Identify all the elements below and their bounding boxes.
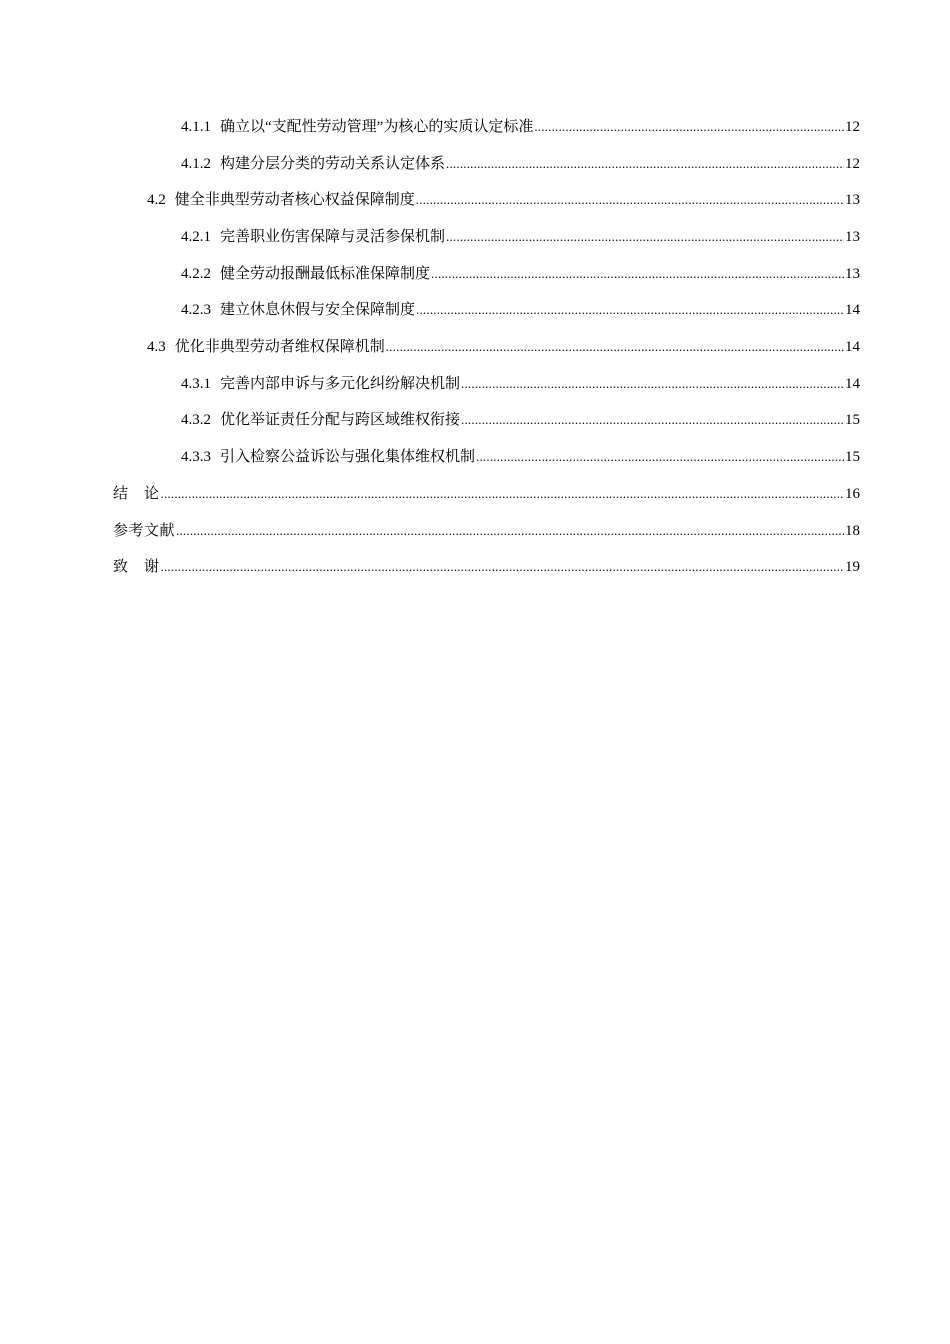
toc-leader-dots	[461, 409, 844, 431]
toc-entry-number: 4.2	[147, 192, 166, 208]
toc-leader-dots	[416, 189, 844, 211]
toc-entry-page: 13	[845, 229, 860, 245]
toc-leader-dots	[461, 373, 844, 395]
toc-entry-conclusion[interactable]	[113, 483, 860, 505]
toc-entry-page: 12	[845, 156, 860, 172]
toc-entry-page: 14	[845, 376, 860, 392]
toc-entry-number: 4.1.2	[181, 156, 211, 172]
toc-entry[interactable]	[181, 299, 860, 321]
toc-leader-dots	[446, 153, 844, 175]
toc-leader-dots	[446, 226, 844, 248]
toc-entry-title: 健全非典型劳动者核心权益保障制度	[174, 192, 415, 208]
toc-entry-title: 引入检察公益诉讼与强化集体维权机制	[220, 449, 476, 465]
toc-leader-dots	[416, 299, 844, 321]
toc-leader-dots	[161, 556, 844, 578]
toc-entry-page: 18	[845, 523, 860, 539]
toc-entry-title: 完善职业伤害保障与灵活参保机制	[220, 229, 446, 245]
toc-entry[interactable]	[181, 446, 860, 468]
toc-entry-page: 19	[845, 559, 860, 575]
toc-entry-number: 4.3.2	[181, 412, 211, 428]
toc-entry-title: 结 论	[113, 486, 160, 502]
toc-entry[interactable]	[147, 189, 860, 211]
toc-entry-page: 14	[845, 302, 860, 318]
toc-entry-number: 4.2.2	[181, 266, 211, 282]
toc-entry-title: 健全劳动报酬最低标准保障制度	[220, 266, 431, 282]
toc-entry-title: 构建分层分类的劳动关系认定体系	[220, 156, 446, 172]
toc-leader-dots	[534, 116, 844, 138]
toc-entry-title: 致 谢	[113, 559, 160, 575]
toc-entry-page: 13	[845, 192, 860, 208]
toc-entry-page: 12	[845, 119, 860, 135]
toc-entry[interactable]	[181, 409, 860, 431]
toc-entry-title: 优化非典型劳动者维权保障机制	[174, 339, 385, 355]
toc-leader-dots	[176, 520, 844, 542]
toc-entry-page: 16	[845, 486, 860, 502]
toc-entry-title: 建立休息休假与安全保障制度	[220, 302, 416, 318]
toc-entry-acknowledgements[interactable]	[113, 556, 860, 578]
toc-entry[interactable]	[181, 226, 860, 248]
toc-entry-number: 4.3.3	[181, 449, 211, 465]
toc-entry[interactable]	[181, 116, 860, 138]
toc-entry-title: 确立以“支配性劳动管理”为核心的实质认定标准	[220, 119, 534, 135]
toc-entry-title: 参考文献	[113, 523, 176, 539]
toc-leader-dots	[161, 483, 844, 505]
toc-entry-number: 4.3	[147, 339, 166, 355]
toc-entry[interactable]	[147, 336, 860, 358]
toc-entry-title: 优化举证责任分配与跨区域维权衔接	[220, 412, 461, 428]
toc-entry-page: 13	[845, 266, 860, 282]
toc-entry-page: 14	[845, 339, 860, 355]
toc-entry-page: 15	[845, 412, 860, 428]
toc-entry-number: 4.3.1	[181, 376, 211, 392]
toc-entry[interactable]	[181, 263, 860, 285]
toc-entry-number: 4.2.3	[181, 302, 211, 318]
toc-leader-dots	[386, 336, 844, 358]
toc-leader-dots	[431, 263, 844, 285]
toc-entry-title: 完善内部申诉与多元化纠纷解决机制	[220, 376, 461, 392]
toc-entry[interactable]	[181, 373, 860, 395]
toc-entry-number: 4.1.1	[181, 119, 211, 135]
toc-leader-dots	[476, 446, 844, 468]
toc-entry-references[interactable]	[113, 520, 860, 542]
toc-entry[interactable]	[181, 153, 860, 175]
toc-entry-number: 4.2.1	[181, 229, 211, 245]
toc-entry-page: 15	[845, 449, 860, 465]
